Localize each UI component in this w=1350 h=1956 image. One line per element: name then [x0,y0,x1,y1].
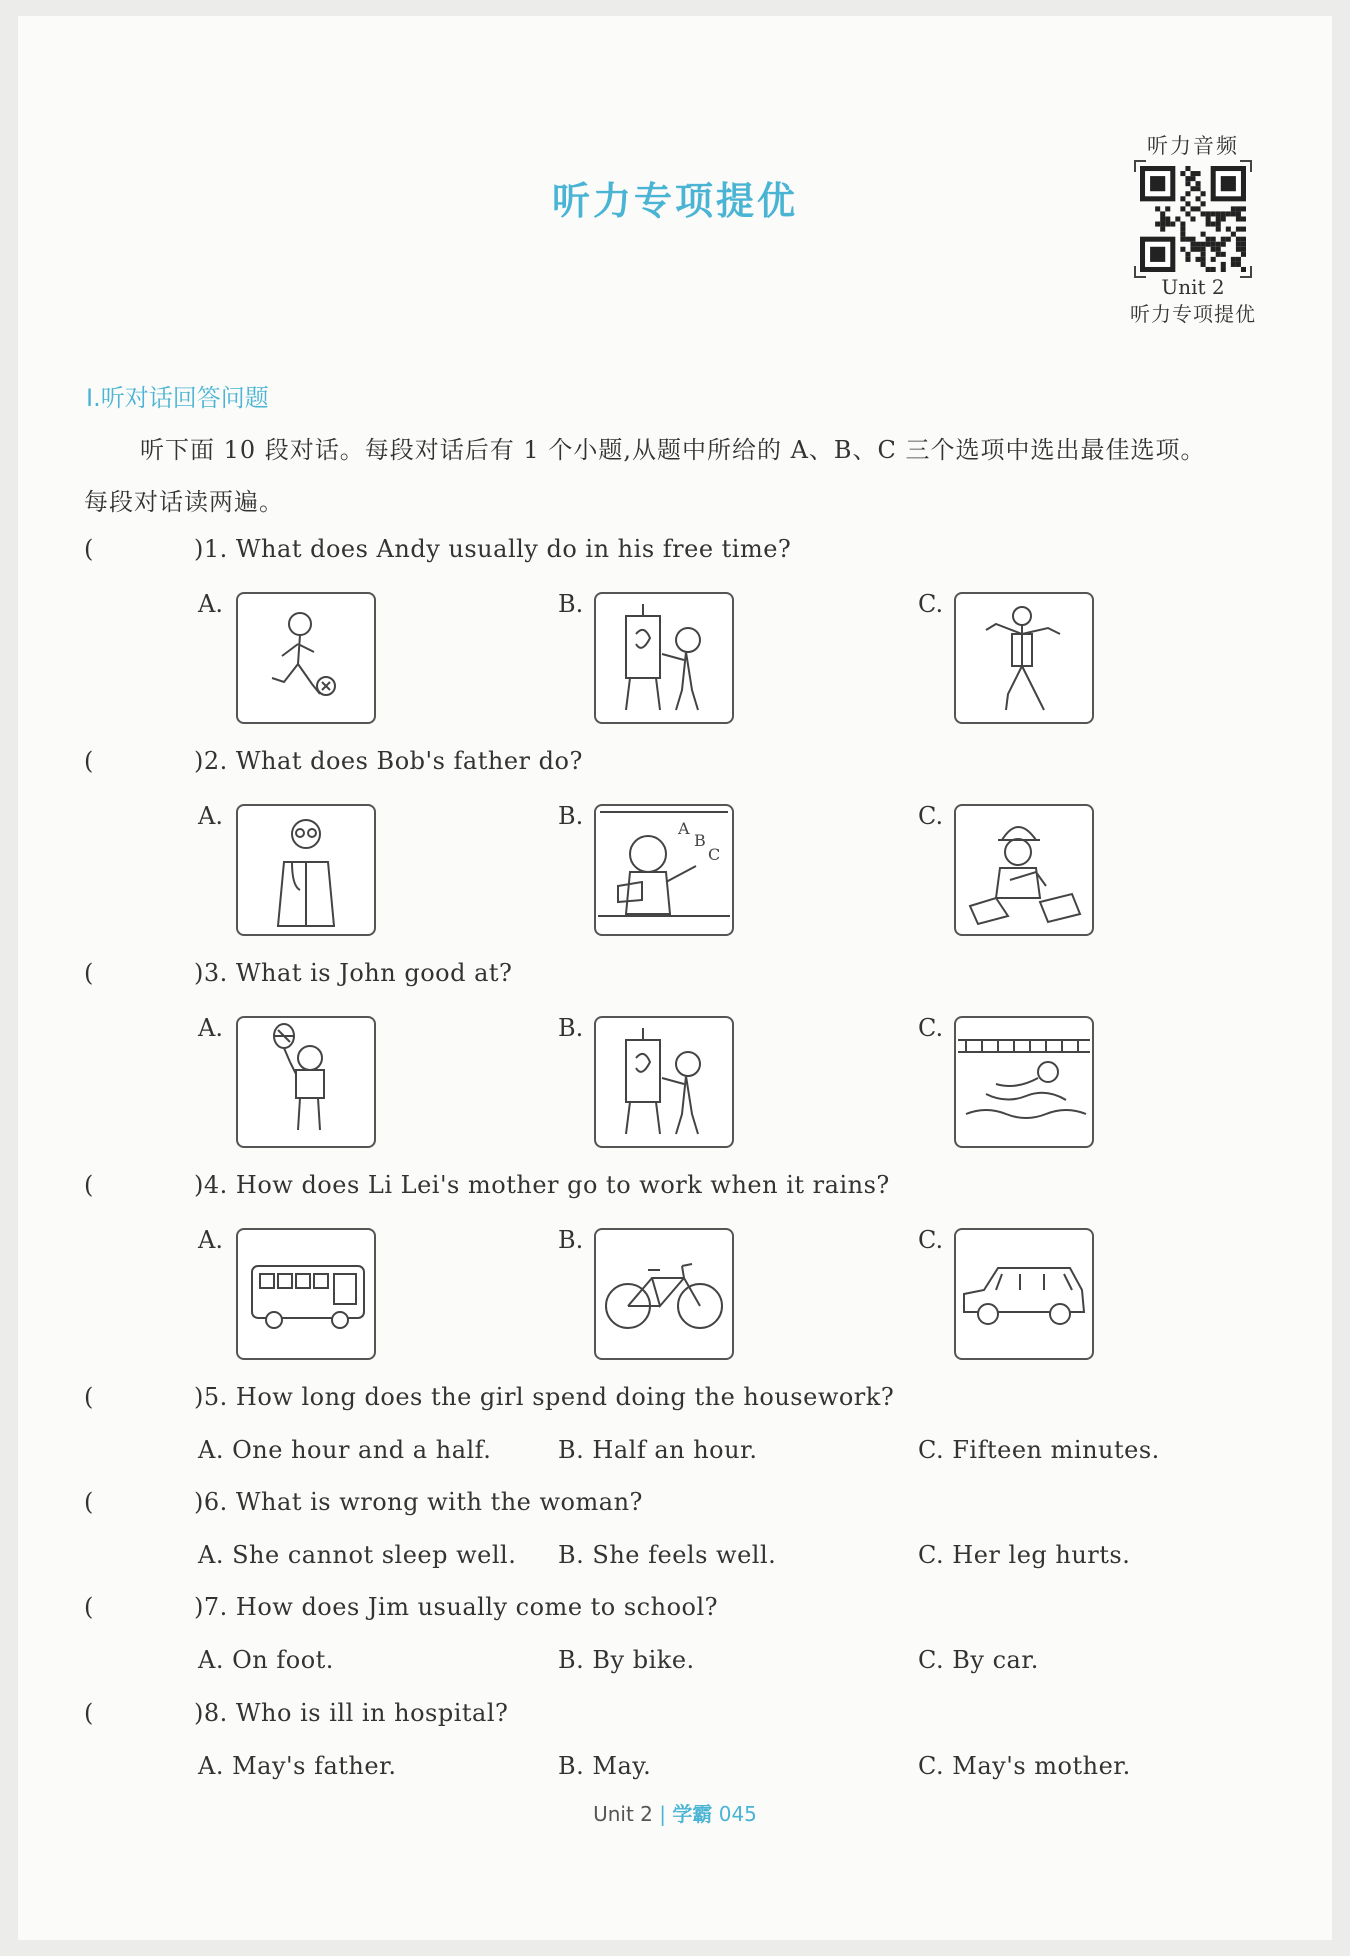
board-letter-b: B [694,831,706,850]
option-c[interactable]: C. By car. [918,1646,1039,1674]
tai-chi-man-icon[interactable] [954,592,1094,724]
option-letter: B. [558,590,584,618]
page-title: 听力专项提优 [551,178,798,223]
option-b[interactable]: B. She feels well. [558,1541,777,1569]
option-letter: A. [198,1014,223,1042]
answer-blank[interactable]: ( [84,1488,94,1516]
painting-child-icon-2[interactable] [594,1016,734,1148]
footer-separator: | [659,1802,666,1826]
option-letter: C. [918,590,944,618]
bicycle-icon[interactable] [594,1228,734,1360]
option-a[interactable]: A. She cannot sleep well. [198,1541,517,1569]
question-text: )4. How does Li Lei's mother go to work when it rains? [194,1171,890,1199]
board-letter-c: C [708,845,721,864]
option-letter: C. [918,1014,944,1042]
qr-code-icon[interactable] [1140,166,1246,272]
option-c[interactable]: C. Her leg hurts. [918,1541,1131,1569]
question-text: )3. What is John good at? [194,959,513,987]
question-3 [84,959,512,987]
option-letter: B. [558,1014,584,1042]
option-b[interactable]: B. May. [558,1752,652,1780]
option-letter: C. [918,1226,944,1254]
option-a[interactable]: A. One hour and a half. [198,1436,492,1464]
question-5 [84,1383,894,1411]
option-letter: B. [558,802,584,830]
question-6 [84,1488,643,1516]
option-b[interactable]: B. By bike. [558,1646,695,1674]
option-a[interactable]: A. May's father. [198,1752,397,1780]
question-text: )7. How does Jim usually come to school? [194,1593,719,1621]
teacher-icon[interactable] [594,804,734,936]
answer-blank[interactable]: ( [84,1699,94,1727]
painting-child-icon[interactable] [594,592,734,724]
qr-label: 听力音频 [1147,134,1239,158]
option-letter: C. [918,802,944,830]
doctor-icon[interactable] [236,804,376,936]
qr-block [1118,130,1268,327]
option-letter: B. [558,1226,584,1254]
page-number: 045 [718,1802,757,1826]
tennis-boy-icon[interactable] [236,1016,376,1148]
question-text: )8. Who is ill in hospital? [194,1699,509,1727]
option-letter: A. [198,590,223,618]
answer-blank[interactable]: ( [84,535,94,563]
question-8 [84,1699,508,1727]
answer-blank[interactable]: ( [84,1171,94,1199]
option-c[interactable]: C. Fifteen minutes. [918,1436,1160,1464]
soccer-player-icon[interactable] [236,592,376,724]
footer-brand: 学霸 [672,1802,713,1826]
car-icon[interactable] [954,1228,1094,1360]
answer-blank[interactable]: ( [84,1593,94,1621]
question-7 [84,1593,718,1621]
question-2 [84,747,583,775]
qr-subtitle: 听力专项提优 [1130,302,1256,326]
page-footer [0,1798,1350,1827]
instructions-line-2: 每段对话读两遍。 [84,488,284,516]
question-4 [84,1171,890,1199]
builder-icon[interactable] [954,804,1094,936]
question-text: )1. What does Andy usually do in his free time? [194,535,792,563]
option-b[interactable]: B. Half an hour. [558,1436,758,1464]
board-letter-a: A [678,819,690,838]
bus-icon[interactable] [236,1228,376,1360]
answer-blank[interactable]: ( [84,959,94,987]
question-text: )5. How long does the girl spend doing the housework? [194,1383,895,1411]
option-a[interactable]: A. On foot. [198,1646,334,1674]
footer-unit: Unit 2 [593,1802,653,1826]
question-text: )2. What does Bob's father do? [194,747,583,775]
section-heading: Ⅰ.听对话回答问题 [86,384,269,412]
answer-blank[interactable]: ( [84,747,94,775]
swimmer-icon[interactable] [954,1016,1094,1148]
option-letter: A. [198,802,223,830]
option-letter: A. [198,1226,223,1254]
instructions-line-1: 听下面 10 段对话。每段对话后有 1 个小题,从题中所给的 A、B、C 三个选项中选出最佳选项。 [140,436,1206,464]
answer-blank[interactable]: ( [84,1383,94,1411]
option-c[interactable]: C. May's mother. [918,1752,1131,1780]
qr-unit: Unit 2 [1161,275,1225,299]
question-1 [84,535,791,563]
question-text: )6. What is wrong with the woman? [194,1488,643,1516]
